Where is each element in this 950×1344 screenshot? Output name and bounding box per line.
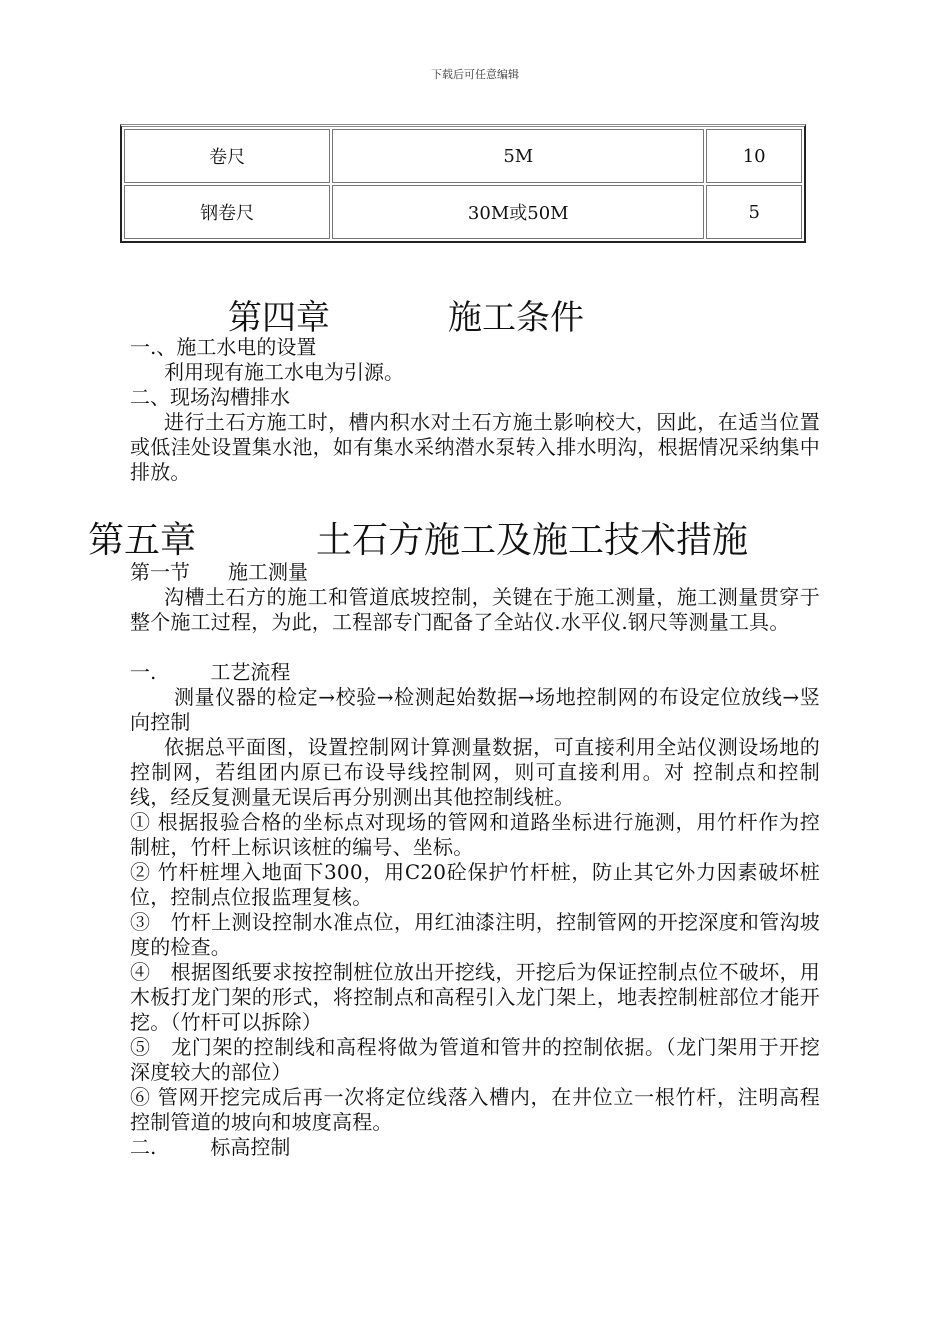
table-cell: 10 (706, 129, 802, 183)
subsection-name: 标高控制 (210, 1135, 291, 1159)
table-row (124, 185, 802, 239)
list-item: ② 竹杆桩埋入地面下300，用C20砼保护竹杆桩，防止其它外力因素破坏桩位，控制点位报监理复核。 (130, 860, 820, 909)
tools-table (120, 124, 806, 243)
chapter5-number: 第五章 (88, 520, 197, 561)
table-cell: 5M (332, 129, 704, 183)
section-title (130, 560, 820, 585)
chapter5-heading (88, 512, 748, 563)
list-item: ⑤ 龙门架的控制线和高程将做为管道和管井的控制依据。（龙门架用于开挖深度较大的部位） (130, 1035, 820, 1084)
subsection-title (130, 660, 820, 685)
table-cell: 卷尺 (124, 129, 330, 183)
list-item: ③ 竹杆上测设控制水准点位，用红油漆注明，控制管网的开挖深度和管沟坡度的检查。 (130, 910, 820, 959)
section-name: 施工测量 (228, 560, 308, 584)
paragraph: 利用现有施工水电为引源。 (164, 360, 404, 384)
list-item: ④ 根据图纸要求按控制桩位放出开挖线，开挖后为保证控制点位不破坏，用木板打龙门架的形式，将控制点和高程引入龙门架上，地表控制桩部位才能开挖。（竹杆可以拆除） (130, 960, 820, 1034)
section-heading: 二、现场沟槽排水 (130, 385, 290, 409)
page-header-note: 下载后可任意编辑 (431, 68, 519, 81)
table-cell: 5 (706, 185, 802, 239)
paragraph: 沟槽土石方的施工和管道底坡控制，关键在于施工测量，施工测量贯穿于整个施工过程，为此，工程部专门配备了全站仪.水平仪.钢尺等测量工具。 (130, 585, 820, 634)
chapter4-heading (228, 290, 584, 339)
subsection-number: 二. (130, 1135, 157, 1159)
paragraph: 进行土石方施工时，槽内积水对土石方施土影响校大，因此，在适当位置或低洼处设置集水池，如有集水采纳潜水泵转入排水明沟，根据情况采纳集中排放。 (130, 410, 820, 484)
subsection-number: 一. (130, 660, 157, 684)
chapter4-number: 第四章 (228, 298, 330, 338)
table-cell: 30M或50M (332, 185, 704, 239)
subsection-title (130, 1135, 820, 1160)
list-item: ① 根据报验合格的坐标点对现场的管网和道路坐标进行施测，用竹杆作为控制桩，竹杆上标识该桩的编号、坐标。 (130, 810, 820, 859)
paragraph: 测量仪器的检定→校验→检测起始数据→场地控制网的布设定位放线→竖向控制 (130, 685, 820, 734)
paragraph: 依据总平面图，设置控制网计算测量数据，可直接利用全站仪测设场地的控制网，若组团内原已布设导线控制网，则可直接利用。对 控制点和控制线，经反复测量无误后再分别测出其他控制线桩。 (130, 735, 820, 809)
section-number: 第一节 (130, 560, 190, 584)
subsection-name: 工艺流程 (210, 660, 291, 684)
table-cell: 钢卷尺 (124, 185, 330, 239)
section-heading: 一.、施工水电的设置 (130, 335, 317, 359)
chapter4-title: 施工条件 (448, 298, 584, 338)
chapter5-title: 土石方施工及施工技术措施 (316, 520, 749, 561)
table-row (124, 129, 802, 183)
list-item: ⑥ 管网开挖完成后再一次将定位线落入槽内，在井位立一根竹杆，注明高程控制管道的坡向和坡度高程。 (130, 1085, 820, 1134)
